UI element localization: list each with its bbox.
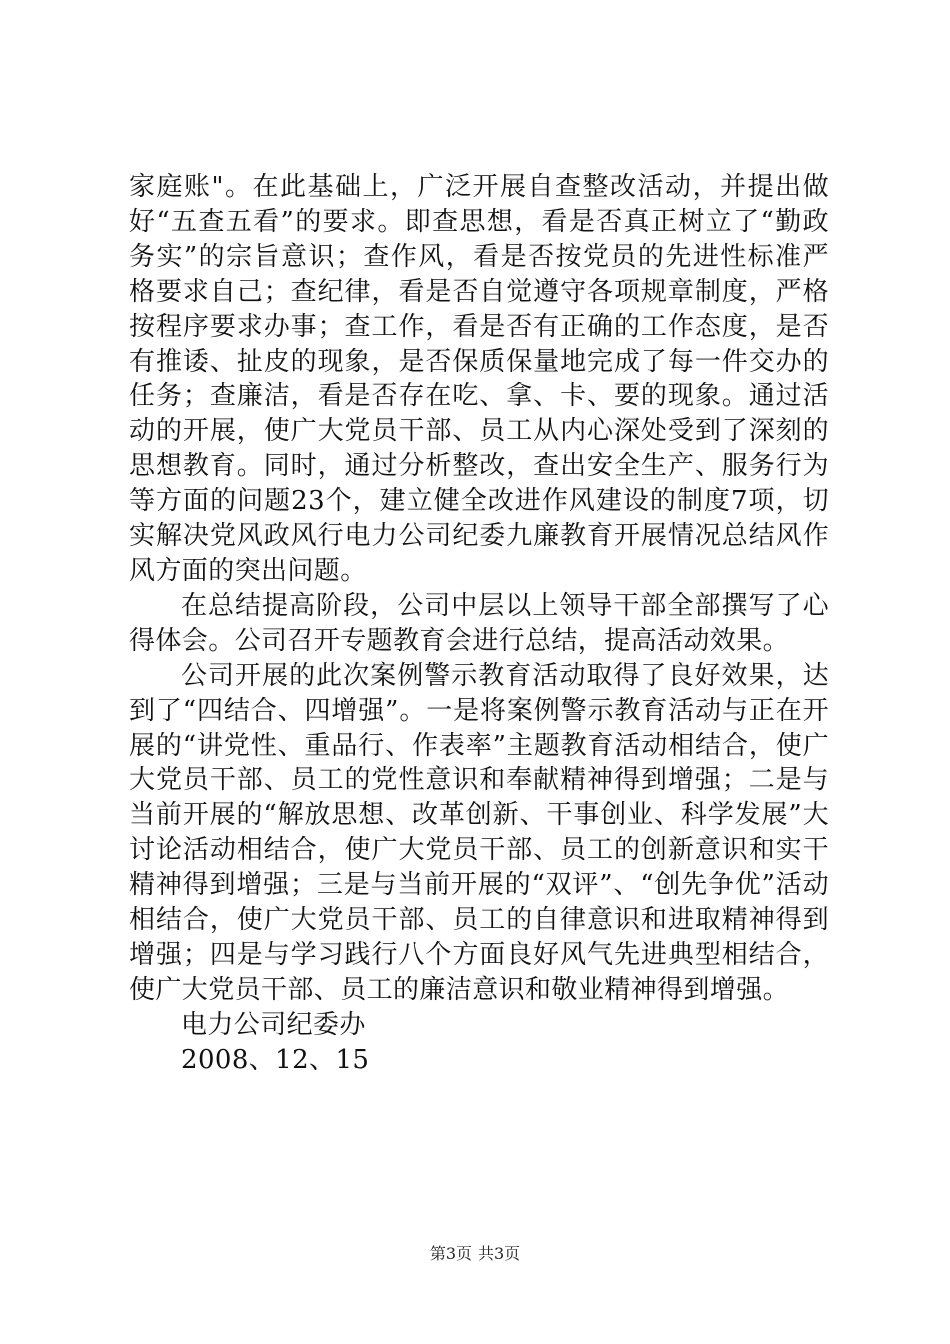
page-total: 共3页 [478, 1244, 521, 1263]
page-number: 第3页 [429, 1244, 472, 1263]
signature-line: 电力公司纪委办 [181, 1009, 366, 1040]
paragraph-2: 在总结提高阶段，公司中层以上领导干部全部撰写了心得体会。公司召开专题教育会进行总结，提高活动效果。 [129, 590, 829, 656]
page-footer [0, 1243, 950, 1265]
paragraph-1: 家庭账"。在此基础上，广泛开展自查整改活动，并提出做好“五查五看”的要求。即查思想，看是否真正树立了“勤政务实”的宗旨意识；查作风，看是否按党员的先进性标准严格要求自己；查纪律，看是否自觉遵守各项规章制度，严格按程序要求办事；查工作，看是否有正确的工作态度，是否有推诿、扯皮的现象，是否保质保量地完成了每一件交办的任务；查廉洁，看是否存在吃、拿、卡、要的现象。通过活动的开展，使广大党员干部、员工从内心深处受到了深刻的思想教育。同时，通过分析整改，查出安全生产、服务行为等方面的问题23个，建立健全改进作风建设的制度7项，切实解决党风政风行电力公司纪委九廉教育开展情况总结风作风方面的突出问题。 [129, 172, 829, 586]
paragraph-3: 公司开展的此次案例警示教育活动取得了良好效果，达到了“四结合、四增强”。一是将案例警示教育活动与正在开展的“讲党性、重品行、作表率”主题教育活动相结合，使广大党员干部、员工的党性意识和奉献精神得到增强；二是与当前开展的“解放思想、改革创新、干事创业、科学发展”大讨论活动相结合，使广大党员干部、员工的创新意识和实干精神得到增强；三是与当前开展的“双评”、“创先争优”活动相结合，使广大党员干部、员工的自律意识和进取精神得到增强；四是与学习践行八个方面良好风气先进典型相结合，使广大党员干部、员工的廉洁意识和敬业精神得到增强。 [129, 660, 829, 1005]
date-line: 2008、12、15 [181, 1044, 370, 1075]
document-body [129, 170, 829, 1078]
